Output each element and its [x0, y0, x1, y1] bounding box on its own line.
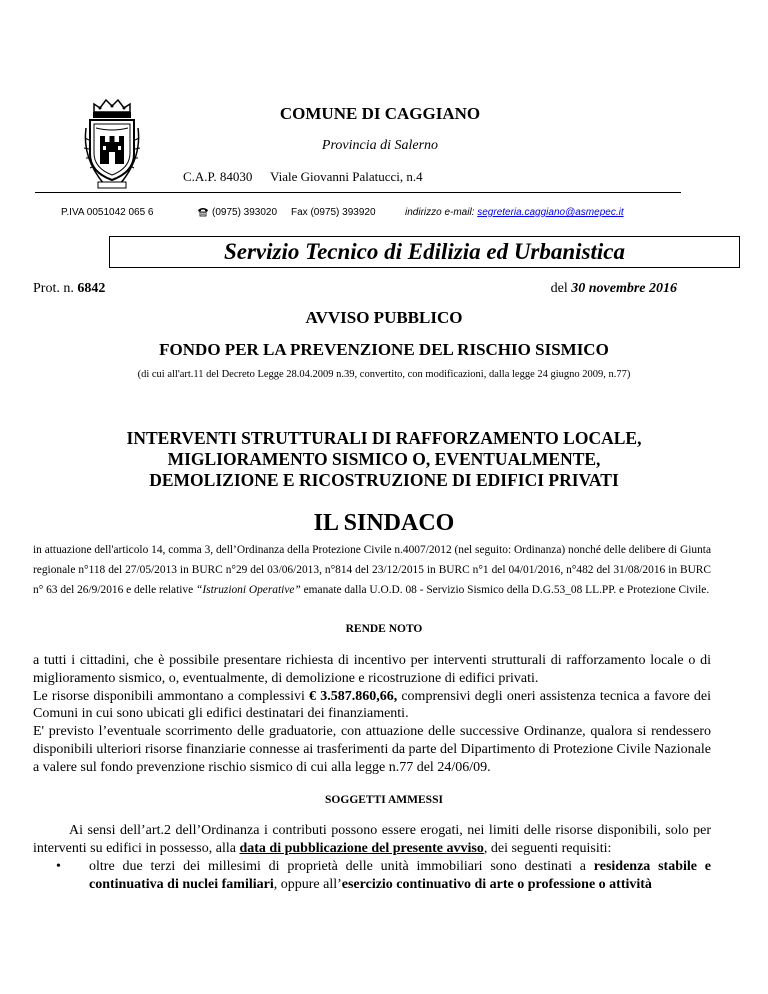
interventi-line-2: MIGLIORAMENTO SISMICO O, EVENTUALMENTE,: [167, 449, 601, 469]
provincia: Provincia di Salerno: [321, 138, 439, 153]
protocollo: [33, 281, 105, 297]
requisito-item: [56, 858, 711, 894]
rende-noto: RENDE NOTO: [345, 623, 423, 635]
data-pubblicazione: data di pubblicazione del presente avviso: [239, 840, 484, 856]
email-line: [405, 207, 624, 218]
data-protocollo: [551, 281, 677, 297]
corpo-p2-post: comprensivi degli oneri assistenza tecnica a favore dei Comuni in cui sono ubicati gli edifici destinatari dei finanziamenti.: [33, 688, 712, 722]
attuazione-pre: in attuazione dell'articolo 14, comma 3, dell’Ordinanza della Protezione Civile n.4007/2012 (nel seguito: Ordinanza) nonché delle delibere di Giunta regionale n°118 del 27/05/2013 in BURC n°29 del 03/06/2013, n°814 del 23/12/2015 in BURC n°1 del 04/01/2016, n°482 del 31/08/2016 in BURC n° 63 del 26/9/2016 e delle relative: [33, 544, 711, 596]
header-divider: [35, 192, 681, 193]
attuazione-post: emanate dalla U.O.D. 08 - Servizio Sismico della D.G.53_08 LL.PP. e Protezione Civile.: [300, 584, 710, 596]
telefono: [197, 207, 277, 220]
requisito-bold-1: residenza stabile e continuativa di nuclei familiari: [89, 859, 711, 892]
soggetti-title: SOGGETTI AMMESSI: [325, 794, 443, 806]
fondo-title: FONDO PER LA PREVENZIONE DEL RISCHIO SISMICO: [159, 340, 609, 359]
corpo-avviso: [33, 652, 711, 777]
interventi-title: [0, 428, 768, 491]
soggetti-pre: Ai sensi dell’art.2 dell’Ordinanza i contributi possono essere erogati, nei limiti delle risorse disponibili, solo per interventi su edifici in possesso, alla: [33, 823, 711, 856]
soggetti-paragraph: [33, 822, 711, 858]
corpo-p2: [33, 688, 711, 724]
requisito-pre: oltre due terzi dei millesimi di proprietà delle unità immobiliari sono destinati a: [89, 859, 594, 874]
soggetti-post: , dei seguenti requisiti:: [483, 840, 612, 856]
riferimento-normativo: (di cui all'art.11 del Decreto Legge 28.04.2009 n.39, convertito, con modificazioni, dalla legge 24 giugno 2009, n.77): [137, 369, 631, 380]
fax: Fax (0975) 393920: [291, 207, 376, 218]
protocollo-numero: 6842: [77, 281, 106, 296]
corpo-p1: a tutti i cittadini, che è possibile presentare richiesta di incentivo per interventi strutturali di rafforzamento locale o di miglioramento sismico, o, eventualmente, di demolizione e ricostruzione di edifici privati.: [33, 653, 711, 686]
comune-crest: [80, 98, 144, 190]
telefono-numero: (0975) 393020: [212, 207, 278, 218]
sindaco-title: IL SINDACO: [313, 510, 455, 536]
telephone-icon: [197, 207, 209, 220]
email-link[interactable]: segreteria.caggiano@asmepec.it: [477, 207, 624, 218]
interventi-line-1: INTERVENTI STRUTTURALI DI RAFFORZAMENTO LOCALE,: [126, 428, 642, 448]
email-label: indirizzo e-mail:: [405, 207, 475, 218]
istruzioni-operative: “Istruzioni Operative”: [196, 584, 301, 596]
attuazione-paragraph: [33, 540, 711, 600]
protocollo-label: Prot. n.: [33, 281, 74, 296]
interventi-line-3: DEMOLIZIONE E RICOSTRUZIONE DI EDIFICI PRIVATI: [149, 470, 619, 490]
del-label: del: [550, 281, 568, 296]
servizio-title: Servizio Tecnico di Edilizia ed Urbanistica: [109, 236, 740, 268]
avviso-title: AVVISO PUBBLICO: [305, 308, 463, 327]
indirizzo: Viale Giovanni Palatucci, n.4: [270, 169, 423, 184]
requisito-bold-2: esercizio continuativo di arte o professione o attività: [341, 876, 652, 892]
partita-iva: P.IVA 0051042 065 6: [61, 207, 154, 218]
requisito-mid: , oppure all’: [273, 876, 342, 892]
cap: C.A.P. 84030: [183, 169, 253, 184]
crest-icon: [80, 98, 144, 190]
importo: € 3.587.860,66,: [309, 688, 398, 704]
corpo-p2-pre: Le risorse disponibili ammontano a complessivi: [33, 688, 310, 704]
data-valore: 30 novembre 2016: [571, 281, 677, 296]
corpo-p3: E' previsto l’eventuale scorrimento delle graduatorie, con attuazione delle successive Ordinanze, qualora si rendessero disponibili ulteriori risorse finanziarie connesse ai trasferimenti da parte del Dipartimento di Protezione Civile Nazionale a valere sul fondo prevenzione rischio sismico di cui alla legge n.77 del 24/06/09.: [33, 724, 712, 775]
bullet-icon: •: [56, 859, 61, 874]
comune-name: COMUNE DI CAGGIANO: [279, 104, 481, 123]
